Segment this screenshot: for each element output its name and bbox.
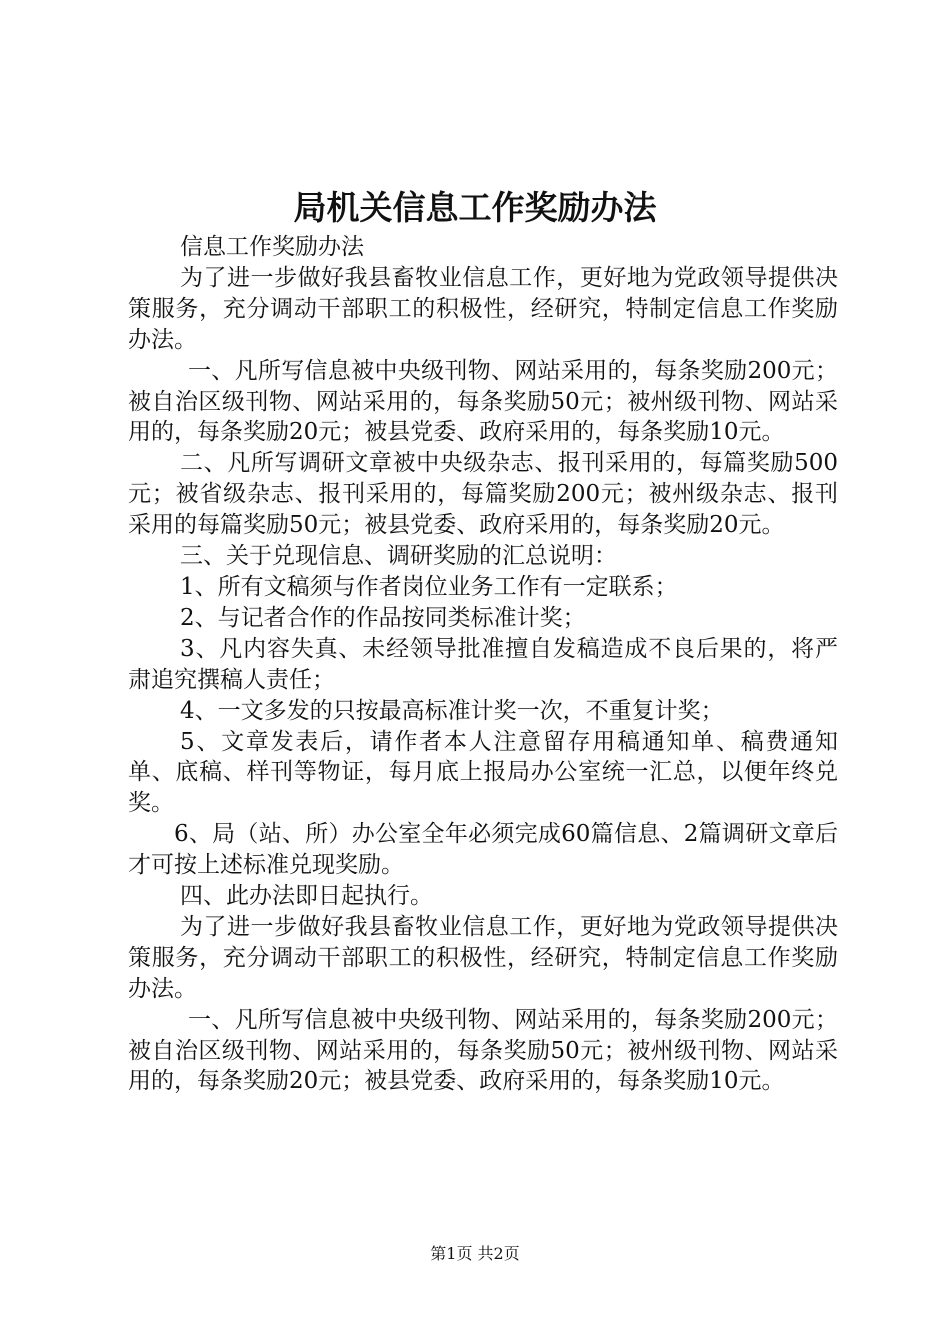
document-title: 局机关信息工作奖励办法	[293, 188, 657, 227]
body-paragraph: 6、局（站、所）办公室全年必须完成60篇信息、2篇调研文章后才可按上述标准兑现奖励。	[128, 821, 838, 879]
body-paragraph: 3、凡内容失真、未经领导批准擅自发稿造成不良后果的，将严肃追究撰稿人责任；	[128, 635, 838, 693]
body-paragraph: 四、此办法即日起执行。	[180, 883, 433, 910]
body-paragraph: 一、凡所写信息被中央级刊物、网站采用的，每条奖励200元；被自治区级刊物、网站采用的，每条奖励50元；被州级刊物、网站采用的，每条奖励20元；被县党委、政府采用的，每条奖励10元。	[128, 1006, 838, 1095]
body-paragraph: 5、文章发表后，请作者本人注意留存用稿通知单、稿费通知单、底稿、样刊等物证，每月底上报局办公室统一汇总，以便年终兑奖。	[128, 728, 838, 817]
body-paragraph: 1、所有文稿须与作者岗位业务工作有一定联系；	[180, 573, 678, 600]
body-paragraph: 4、一文多发的只按最高标准计奖一次，不重复计奖；	[180, 697, 724, 724]
body-paragraph: 三、关于兑现信息、调研奖励的汇总说明：	[180, 543, 617, 570]
body-paragraph: 为了进一步做好我县畜牧业信息工作，更好地为党政领导提供决策服务，充分调动干部职工的积极性，经研究，特制定信息工作奖励办法。	[128, 913, 838, 1002]
body-paragraph: 2、与记者合作的作品按同类标准计奖；	[180, 604, 586, 631]
document-body	[128, 232, 838, 1097]
body-paragraph: 为了进一步做好我县畜牧业信息工作，更好地为党政领导提供决策服务，充分调动干部职工的积极性，经研究，特制定信息工作奖励办法。	[128, 264, 838, 353]
page-number: 第1页 共2页	[430, 1244, 520, 1263]
body-paragraph: 信息工作奖励办法	[180, 234, 364, 260]
body-paragraph: 二、凡所写调研文章被中央级杂志、报刊采用的，每篇奖励500元；被省级杂志、报刊采用的，每篇奖励200元；被州级杂志、报刊采用的每篇奖励50元；被县党委、政府采用的，每条奖励20元。	[128, 450, 838, 539]
body-paragraph: 一、凡所写信息被中央级刊物、网站采用的，每条奖励200元；被自治区级刊物、网站采用的，每条奖励50元；被州级刊物、网站采用的，每条奖励20元；被县党委、政府采用的，每条奖励10元。	[128, 357, 838, 446]
